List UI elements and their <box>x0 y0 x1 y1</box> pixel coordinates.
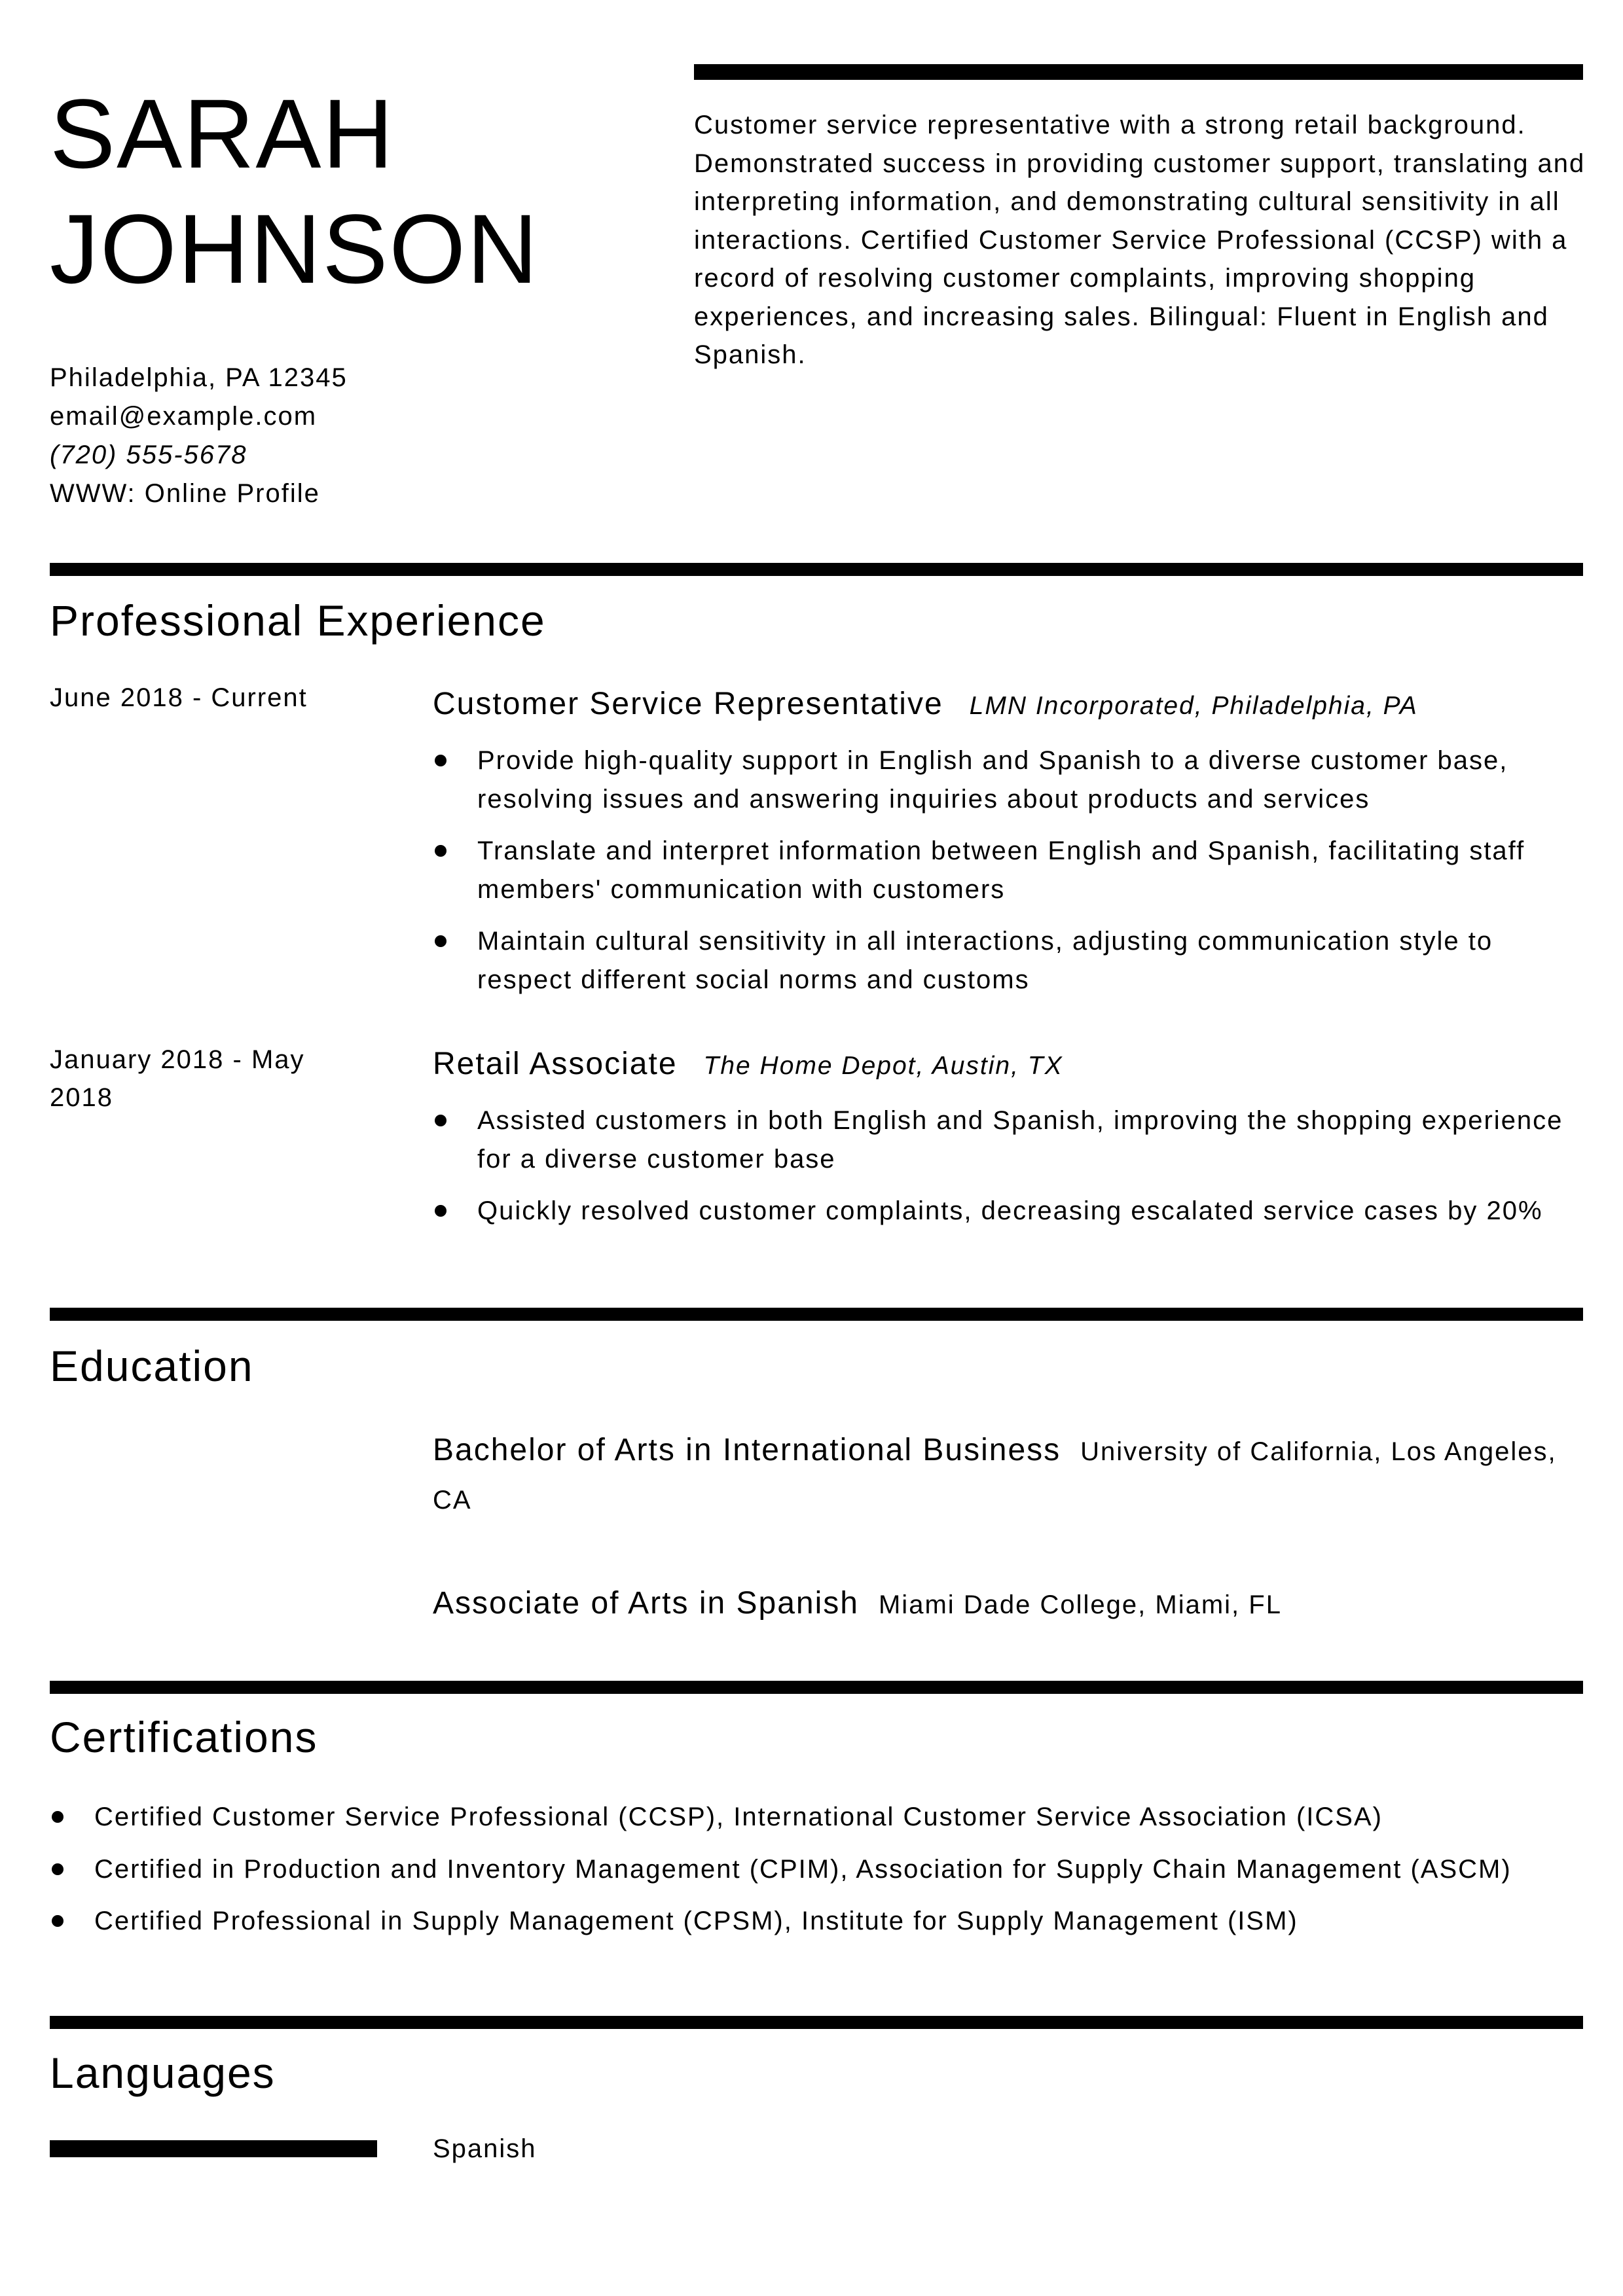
job-bullets <box>433 742 1592 1013</box>
language-proficiency-bar <box>50 2140 377 2157</box>
job-title <box>433 686 1418 722</box>
education-entry <box>433 1580 1592 1628</box>
contact-website[interactable]: WWW: Online Profile <box>50 479 320 508</box>
job-bullet: Translate and interpret information between English and Spanish, facilitating staff members' communication with customers <box>433 832 1592 908</box>
degree: Bachelor of Arts in International Business <box>433 1433 1061 1467</box>
school: Miami Dade College, Miami, FL <box>878 1590 1282 1619</box>
job-company: The Home Depot, Austin, TX <box>703 1052 1063 1080</box>
job-company: LMN Incorporated, Philadelphia, PA <box>969 692 1418 720</box>
job-dates: June 2018 - Current <box>50 683 308 712</box>
languages-divider <box>50 2016 1583 2029</box>
language-name: Spanish <box>433 2134 537 2163</box>
certification-item: Certified Customer Service Professional (CCSP), International Customer Service Association (ICSA) <box>50 1798 1595 1837</box>
contact-email[interactable]: email@example.com <box>50 402 318 431</box>
candidate-name <box>50 76 539 306</box>
experience-divider <box>50 563 1583 576</box>
job-bullet: Provide high-quality support in English and Spanish to a diverse customer base, resolving issues and answering inquiries about products and services <box>433 742 1592 818</box>
job-bullets <box>433 1102 1592 1244</box>
education-heading: Education <box>50 1342 254 1390</box>
certifications-divider <box>50 1681 1583 1694</box>
job-role: Retail Associate <box>433 1047 678 1081</box>
job-dates: January 2018 - May 2018 <box>50 1045 305 1112</box>
certification-item: Certified Professional in Supply Management (CPSM), Institute for Supply Management (ISM) <box>50 1902 1595 1941</box>
summary-divider <box>694 64 1583 80</box>
education-entry <box>433 1427 1592 1524</box>
contact-block <box>50 359 348 513</box>
certification-item: Certified in Production and Inventory Management (CPIM), Association for Supply Chain Management (ASCM) <box>50 1850 1595 1889</box>
job-title <box>433 1046 1063 1082</box>
job-bullet: Assisted customers in both English and Spanish, improving the shopping experience for a diverse customer base <box>433 1102 1592 1178</box>
certifications-heading: Certifications <box>50 1713 318 1761</box>
degree: Associate of Arts in Spanish <box>433 1586 859 1621</box>
first-name: SARAH <box>50 79 395 188</box>
job-bullet: Quickly resolved customer complaints, decreasing escalated service cases by 20% <box>433 1192 1592 1230</box>
professional-summary: Customer service representative with a strong retail background. Demonstrated success in providing customer support, translating and interpreting information, and demonstrating cultural sensitivity in all interactions. Certified Customer Service Professional (CCSP) with a record of resolving customer complaints, improving shopping experiences, and increasing sales. Bilingual: Fluent in English and Spanish. <box>694 111 1586 369</box>
experience-heading: Professional Experience <box>50 596 546 645</box>
job-bullet: Maintain cultural sensitivity in all interactions, adjusting communication style to respect different social norms and customs <box>433 922 1592 999</box>
certifications-list <box>50 1798 1595 1954</box>
education-divider <box>50 1308 1583 1321</box>
school: University of California, Los Angeles, CA <box>433 1437 1557 1515</box>
contact-phone[interactable]: (720) 555-5678 <box>50 440 247 469</box>
job-role: Customer Service Representative <box>433 687 943 721</box>
languages-heading: Languages <box>50 2049 276 2097</box>
last-name: JOHNSON <box>50 194 539 304</box>
contact-address: Philadelphia, PA 12345 <box>50 363 348 392</box>
